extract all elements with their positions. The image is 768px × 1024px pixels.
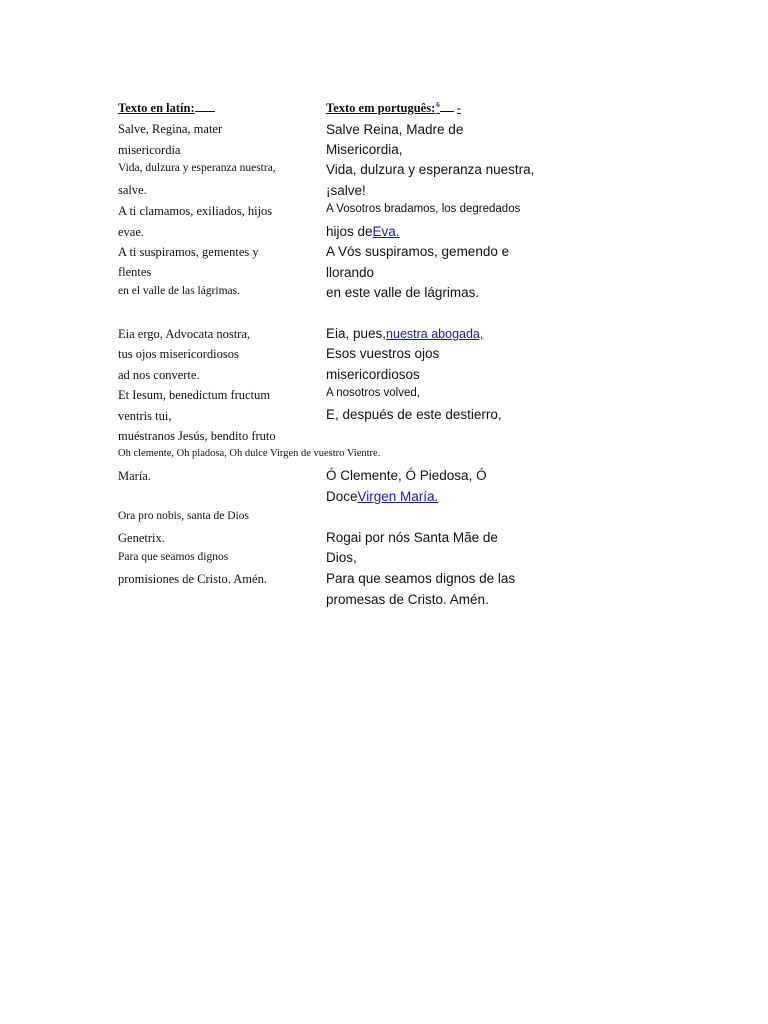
portuguese-line: Ó Clemente, Ó Piedosa, Ó	[326, 468, 487, 483]
latin-line: A ti suspiramos, gementes y	[118, 245, 259, 259]
latin-line: Genetrix.	[118, 531, 165, 545]
portuguese-line: Esos vuestros ojos	[326, 346, 440, 361]
latin-line: Vida, dulzura y esperanza nuestra,	[118, 162, 276, 174]
portuguese-line-doce	[326, 490, 438, 504]
latin-line: flentes	[118, 265, 152, 279]
portuguese-line: Misericordia,	[326, 142, 403, 157]
latin-heading: Texto en latín:	[118, 102, 215, 115]
portuguese-line: misericordiosos	[326, 367, 420, 382]
latin-line: misericordia	[118, 143, 181, 157]
portuguese-line: ¡salve!	[326, 183, 366, 198]
portuguese-line: Rogai por nós Santa Mãe de	[326, 530, 498, 545]
hijos-text: hijos de	[326, 224, 373, 239]
latin-line: Ora pro nobis, santa de Dios	[118, 510, 249, 522]
latin-line: ventris tui,	[118, 409, 172, 423]
latin-line: Oh clemente, Oh piadosa, Oh dulce Virgen de vuestro Vientre.	[118, 448, 381, 459]
eia-text: Eia, pues,	[326, 326, 387, 341]
abogada-link[interactable]: nuestra abogada,	[386, 327, 484, 341]
footnote-reference[interactable]: 6	[436, 101, 440, 109]
heading-dash: -	[456, 101, 461, 116]
portuguese-line: en este valle de lágrimas.	[326, 285, 480, 300]
portuguese-line-eia	[326, 327, 483, 341]
latin-line: evae.	[118, 225, 145, 239]
latin-line: Et Iesum, benedictum fructum	[118, 388, 271, 402]
latin-line: María.	[118, 469, 151, 483]
eva-link[interactable]: Eva.	[372, 224, 400, 239]
virgen-maria-link[interactable]: Virgen María.	[357, 489, 439, 504]
portuguese-line: Para que seamos dignos de las	[326, 571, 516, 586]
portuguese-line: A nosotros volved,	[326, 387, 420, 399]
portuguese-line: E, después de este destierro,	[326, 407, 502, 422]
heading-tab-underline	[440, 102, 454, 112]
latin-line: muéstranos Jesús, bendito fruto	[118, 429, 276, 443]
latin-line: ad nos converte.	[118, 368, 200, 382]
portuguese-heading: Texto em português:$^6$ -	[326, 101, 461, 116]
portuguese-line: Vida, dulzura y esperanza nuestra,	[326, 162, 535, 177]
latin-line: en el valle de las lágrimas.	[118, 285, 240, 297]
latin-line: A ti clamamos, exiliados, hijos	[118, 204, 273, 218]
doce-text: Doce	[326, 489, 358, 504]
portuguese-line: llorando	[326, 265, 375, 280]
portuguese-line: Dios,	[326, 550, 357, 565]
latin-line: promisiones de Cristo. Amén.	[118, 572, 267, 586]
latin-line: Eia ergo, Advocata nostra,	[118, 327, 251, 341]
portuguese-line-hijos	[326, 225, 400, 239]
latin-line: salve.	[118, 183, 147, 197]
portuguese-line: promesas de Cristo. Amén.	[326, 592, 489, 607]
latin-line: Salve, Regina, mater	[118, 122, 223, 136]
portuguese-line: A Vosotros bradamos, los degredados	[326, 203, 521, 215]
latin-line: tus ojos misericordiosos	[118, 347, 239, 361]
portuguese-line: Salve Reina, Madre de	[326, 122, 464, 137]
portuguese-line: A Vós suspiramos, gemendo e	[326, 244, 510, 259]
heading-tab-underline	[195, 102, 215, 112]
latin-line: Para que seamos dignos	[118, 551, 229, 563]
